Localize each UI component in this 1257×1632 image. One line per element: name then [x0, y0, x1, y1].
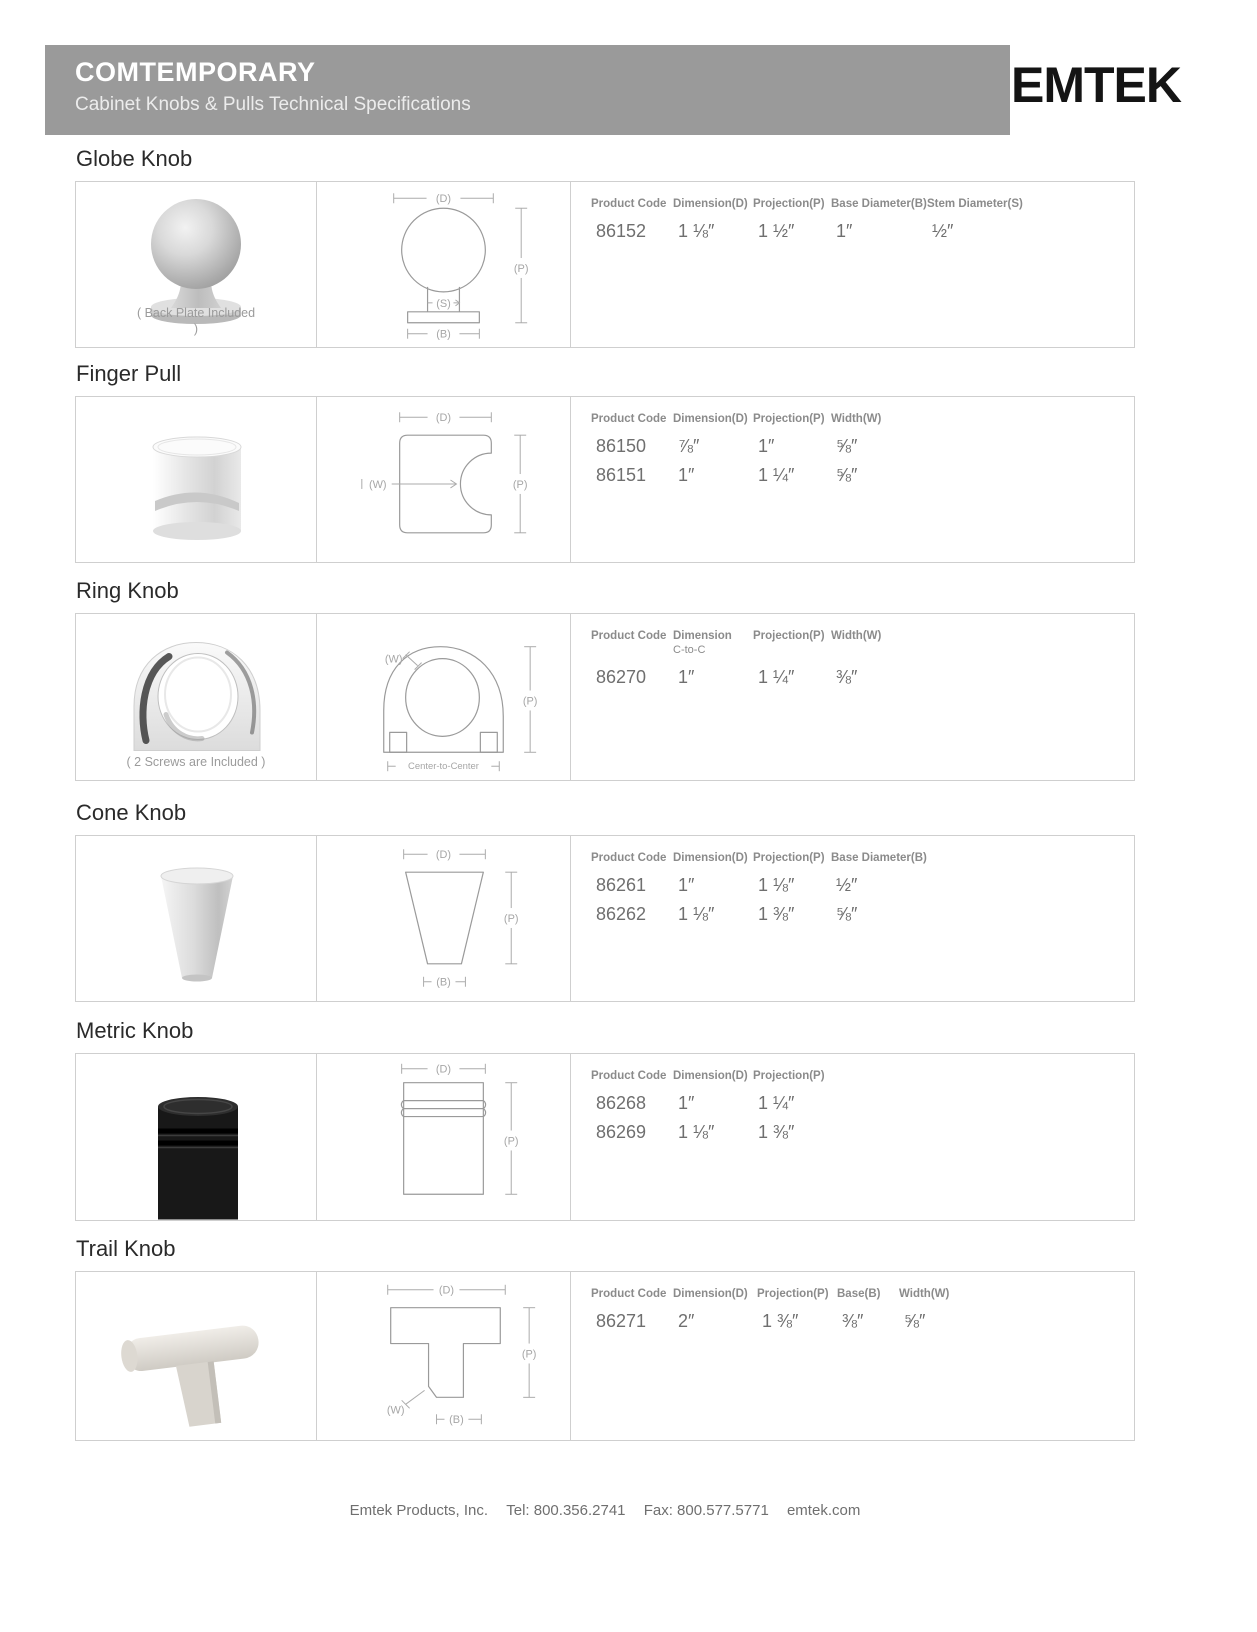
dim-label-w: (W) [384, 653, 403, 666]
metric-knob-image [76, 1054, 316, 1220]
metric-knob-photo [76, 1054, 317, 1220]
header-subtext: C-to-C [673, 644, 706, 656]
ring-knob-photo [76, 614, 317, 780]
spec-table [571, 614, 1134, 780]
dim-label-p: (P) [513, 262, 529, 275]
spec-table-row: 86261 1″ 1 ⅛″ ½″ [596, 875, 858, 895]
section-finger-pull [75, 361, 1135, 563]
trail-knob-diagram [316, 1272, 571, 1440]
spec-table-row: 86150 ⅞″ 1″ ⅝″ [596, 436, 858, 456]
spec-table-row: 86152 1 ⅛″ 1 ½″ 1″ ½″ [596, 221, 954, 241]
footer-site: emtek.com [786, 1502, 861, 1519]
section-title: Trail Knob [76, 1236, 176, 1261]
spec-table [571, 836, 1134, 1001]
globe-knob-diagram [316, 182, 571, 347]
spec-table [571, 1054, 1134, 1220]
dim-label-d: (D) [435, 849, 452, 862]
dim-label-p: (P) [503, 1135, 519, 1148]
finger-pull-photo [76, 397, 317, 562]
dim-label-p: (P) [512, 478, 528, 491]
dim-label-d: (D) [435, 193, 452, 206]
dim-label-w: (W) [368, 478, 387, 491]
spec-table-row: 86262 1 ⅛″ 1 ⅜″ ⅝″ [596, 904, 858, 924]
ring-knob-diagram [316, 614, 571, 780]
dim-label-p: (P) [521, 1348, 537, 1361]
spec-table [571, 182, 1134, 347]
spec-table-header: Product Code Dimension(D) Projection(P) [591, 1070, 825, 1082]
emtek-logo: EMTEK [1011, 57, 1181, 113]
section-ring-knob [75, 578, 1135, 781]
trail-knob-image [76, 1272, 316, 1440]
finger-pull-image [76, 397, 316, 562]
spec-table-header: Product Code Dimension(D) Projection(P) Base Diameter(B) Stem Diameter(S) [591, 198, 1023, 210]
footer [75, 1502, 1135, 1519]
section-title: Cone Knob [76, 800, 187, 825]
metric-knob-diagram [316, 1054, 571, 1220]
spec-table-row: 86269 1 ⅛″ 1 ⅜″ [596, 1122, 795, 1142]
dim-label-d: (D) [435, 1063, 452, 1076]
dim-label-d: (D) [435, 412, 452, 425]
spec-table-row: 86270 1″ 1 ¼″ ⅜″ [596, 667, 858, 687]
spec-table-header: Product Code Dimension(D) Projection(P) Base(B) Width(W) [591, 1288, 950, 1300]
dim-label-w: (W) [386, 1404, 405, 1417]
photo-caption: ( Back Plate Included ) [136, 305, 256, 336]
section-title: Ring Knob [76, 578, 179, 603]
dim-label-b: (B) [436, 328, 451, 341]
globe-knob-photo [76, 182, 317, 347]
section-globe-knob [75, 146, 1135, 348]
spec-table-row: 86271 2″ 1 ⅜″ ⅜″ ⅝″ [596, 1311, 926, 1331]
page-subtitle: Cabinet Knobs & Pulls Technical Specifications [75, 94, 471, 115]
cone-knob-photo [76, 836, 317, 1001]
section-title: Globe Knob [76, 146, 193, 171]
footer-company: Emtek Products, Inc. [349, 1502, 489, 1519]
dim-label-b: (B) [449, 1414, 464, 1427]
footer-tel: Tel: 800.356.2741 [506, 1502, 626, 1519]
dim-label-b: (B) [436, 976, 451, 989]
dim-label-d: (D) [438, 1284, 455, 1297]
section-title: Finger Pull [76, 361, 182, 386]
dim-label-center-to-center: Center-to-Center [408, 761, 479, 773]
photo-caption: ( 2 Screws are Included ) [126, 754, 266, 769]
section-metric-knob [75, 1018, 1135, 1221]
footer-fax: Fax: 800.577.5771 [643, 1502, 769, 1519]
dim-label-s: (S) [436, 297, 451, 310]
spec-table [571, 397, 1134, 562]
spec-table-row: 86151 1″ 1 ¼″ ⅝″ [596, 465, 858, 485]
cone-knob-image [76, 836, 316, 1001]
spec-table [571, 1272, 1134, 1440]
section-title: Metric Knob [76, 1018, 194, 1043]
section-trail-knob [75, 1236, 1135, 1441]
dim-label-p: (P) [503, 912, 519, 925]
cone-knob-diagram [316, 836, 571, 1001]
page-title: COMTEMPORARY [75, 57, 316, 87]
trail-knob-photo [76, 1272, 317, 1440]
header-bar [45, 45, 1010, 135]
section-cone-knob [75, 800, 1135, 1002]
spec-table-header: Product Code Dimension(D) Projection(P) Width(W) [591, 413, 882, 425]
finger-pull-diagram [316, 397, 571, 562]
spec-table-header: Product Code Dimension C-to-C Projection(P) Width(W) [591, 630, 882, 656]
spec-table-row: 86268 1″ 1 ¼″ [596, 1093, 795, 1113]
spec-table-header: Product Code Dimension(D) Projection(P) Base Diameter(B) [591, 852, 927, 864]
dim-label-p: (P) [522, 695, 538, 708]
